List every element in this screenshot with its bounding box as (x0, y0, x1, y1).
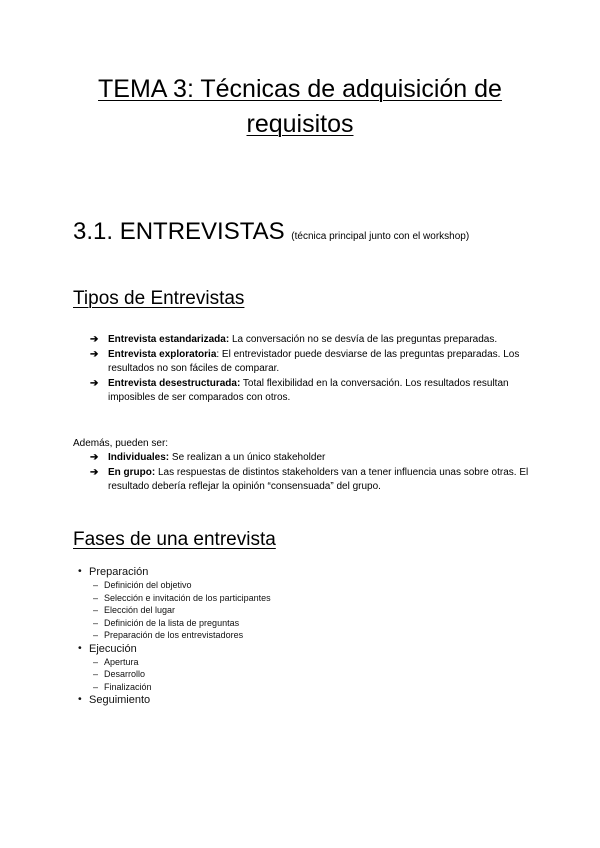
list-item (90, 333, 530, 348)
arrow-icon: ➔ (90, 348, 99, 360)
phase-label: Ejecución (89, 642, 137, 655)
step-label: Finalización (104, 681, 152, 692)
phase-step (93, 604, 271, 617)
dash-icon: – (93, 605, 99, 615)
phase-step (93, 579, 271, 592)
list-item (90, 451, 530, 466)
tipos-title: Tipos de Entrevistas (73, 288, 245, 309)
step-label: Selección e invitación de los participantes (104, 592, 271, 603)
dash-icon: – (93, 681, 99, 692)
intro-text: Además, pueden ser: (73, 438, 169, 449)
phases-list (78, 565, 271, 707)
arrow-icon: ➔ (90, 466, 99, 478)
arrow-icon: ➔ (90, 377, 99, 389)
dash-icon: – (93, 617, 99, 628)
dash-icon: – (93, 592, 99, 603)
phase-step (93, 617, 271, 630)
dash-icon: – (93, 656, 99, 667)
step-label: Definición del objetivo (104, 580, 192, 590)
dash-icon: – (93, 580, 99, 590)
phase-step (93, 592, 271, 605)
step-label: Apertura (104, 656, 139, 667)
step-label: Definición de la lista de preguntas (104, 617, 240, 628)
document-title: TEMA 3: Técnicas de adquisición de requisitos (98, 75, 502, 138)
section-note: (técnica principal junto con el workshop) (291, 231, 470, 242)
phase-step (93, 656, 271, 669)
item-description: Las respuestas de distintos stakeholders van a tener influencia unas sobre otras. El resultado debería reflejar la opinión “consensuada” del grupo. (108, 466, 529, 492)
phase-step (93, 629, 271, 642)
interview-modes-list (90, 451, 530, 495)
arrow-icon: ➔ (90, 334, 99, 345)
item-description: Se realizan a un único stakeholder (169, 452, 326, 463)
list-item (90, 466, 530, 495)
section-title-text: 3.1. ENTREVISTAS (73, 218, 285, 245)
item-description: : El entrevistador puede desviarse de las preguntas preparadas. Los resultados no son fáciles de comparar. (108, 348, 520, 374)
arrow-icon: ➔ (90, 452, 99, 463)
dash-icon: – (93, 630, 99, 640)
phase-item (78, 642, 271, 694)
phase-step (93, 681, 271, 694)
item-description: La conversación no se desvía de las preguntas preparadas. (229, 334, 498, 345)
item-description: Total flexibilidad en la conversación. Los resultados resultan imposibles de ser comparados con otros. (108, 377, 509, 403)
phase-label: Seguimiento (89, 694, 151, 706)
list-item (90, 348, 530, 377)
item-term: Entrevista exploratoria (108, 348, 217, 360)
phase-steps (89, 579, 271, 642)
bullet-icon: • (78, 565, 82, 577)
step-label: Preparación de los entrevistadores (104, 630, 244, 640)
step-label: Elección del lugar (104, 605, 176, 615)
dash-icon: – (93, 669, 99, 679)
phase-item (78, 565, 271, 642)
list-item (90, 377, 530, 406)
phase-item (78, 693, 271, 707)
item-term: Entrevista estandarizada: (108, 334, 230, 345)
section-title (73, 217, 469, 252)
step-label: Desarrollo (104, 669, 146, 679)
phase-label: Preparación (89, 566, 149, 578)
fases-title: Fases de una entrevista (73, 529, 276, 550)
interview-types-list (90, 333, 530, 406)
bullet-icon: • (78, 693, 82, 705)
bullet-icon: • (78, 641, 82, 654)
item-term: En grupo: (108, 466, 156, 478)
item-term: Entrevista desestructurada: (108, 377, 241, 389)
item-term: Individuales: (108, 452, 170, 463)
phase-steps (89, 656, 271, 694)
phase-step (93, 668, 271, 681)
